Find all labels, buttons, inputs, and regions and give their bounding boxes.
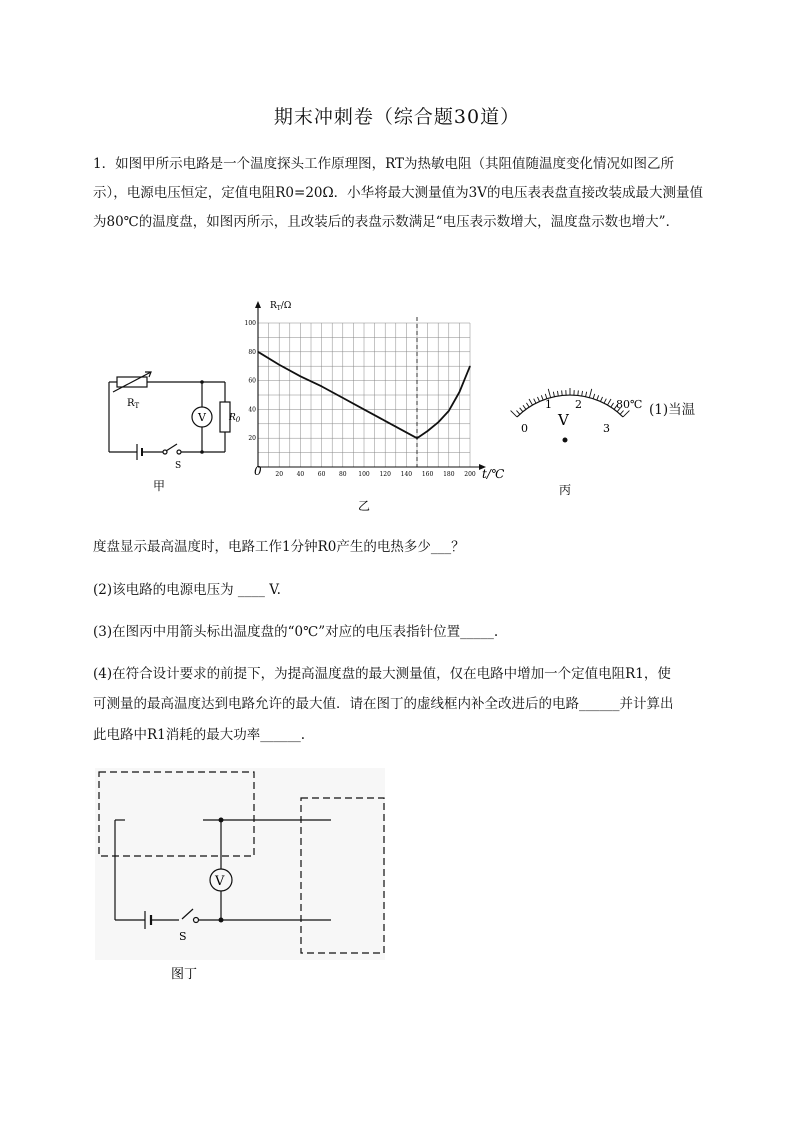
x-tick-label: 120 xyxy=(379,471,391,478)
meter-tick xyxy=(529,399,533,405)
figure-ding-circuit xyxy=(95,768,390,983)
sub-question-4-line3: 此电路中R1消耗的最大功率______. xyxy=(93,727,306,743)
data-point xyxy=(279,364,280,365)
switch-label-ding: S xyxy=(179,930,187,943)
meter-tick xyxy=(526,403,529,407)
y-tick-label: 80 xyxy=(248,348,256,356)
sub-question-2: (2)该电路的电源电压为 ____ V. xyxy=(93,582,281,598)
meter-pivot xyxy=(563,438,568,443)
meter-tick xyxy=(593,394,595,399)
y-tick-label: 40 xyxy=(248,406,256,414)
data-point xyxy=(363,409,364,410)
meter-tick xyxy=(520,408,523,412)
data-point xyxy=(342,397,343,398)
x-tick-label: 100 xyxy=(358,471,370,478)
scale-label-0: 0 xyxy=(521,422,528,435)
y-tick-label: 20 xyxy=(248,435,256,443)
meter-tick xyxy=(534,399,536,403)
data-point xyxy=(416,438,417,439)
figure-bing-caption: 丙 xyxy=(559,483,572,497)
scale-label-3: 3 xyxy=(603,422,610,435)
x-tick-label: 160 xyxy=(421,471,434,478)
y-axis-label: $R_T/\Omega$ xyxy=(270,301,292,312)
meter-symbol: V xyxy=(558,411,569,429)
data-point xyxy=(459,392,460,393)
meter-scale-ticks xyxy=(511,388,630,417)
meter-tick xyxy=(578,390,579,395)
meter-tick xyxy=(623,411,629,417)
figure-yi-chart xyxy=(244,295,505,520)
meter-tick xyxy=(620,411,623,415)
data-point xyxy=(321,386,322,387)
meter-tick xyxy=(553,392,554,397)
meter-tick xyxy=(608,399,612,405)
data-point xyxy=(427,430,428,431)
sub-question-4-line1: (4)在符合设计要求的前提下，为提高温度盘的最大测量值，仅在电路中增加一个定值电阻R1，使 xyxy=(93,666,671,682)
meter-tick xyxy=(548,389,550,398)
sub-question-1: 度盘显示最高温度时，电路工作1分钟R0产生的电热多少___？ xyxy=(93,539,465,555)
data-point xyxy=(438,422,439,423)
chart-origin-label: 0 xyxy=(254,464,262,478)
meter-tick xyxy=(586,392,587,397)
data-point xyxy=(300,376,301,377)
meter-tick xyxy=(597,395,599,400)
r0-label: $R_0$ xyxy=(229,413,241,424)
figure-ding-caption: 图丁 xyxy=(171,967,198,982)
data-point xyxy=(469,366,470,367)
figure-yi-caption: 乙 xyxy=(358,499,371,513)
figure-jia-caption: 甲 xyxy=(153,479,166,493)
voltmeter-symbol-ding: V xyxy=(215,874,225,889)
x-tick-label: 20 xyxy=(275,471,284,478)
voltmeter-symbol: V xyxy=(198,411,206,424)
x-axis-label: t/℃ xyxy=(482,467,505,481)
meter-tick xyxy=(541,395,543,400)
meter-tick xyxy=(557,391,558,396)
sub-question-3: (3)在图丙中用箭头标出温度盘的“0℃”对应的电压表指针位置_____. xyxy=(93,624,499,640)
x-tick-label: 40 xyxy=(296,471,305,478)
meter-tick xyxy=(537,397,539,402)
x-tick-label: 200 xyxy=(464,471,476,478)
data-point xyxy=(385,420,386,421)
question-1-stem: 1．如图甲所示电路是一个温度探头工作原理图，RT为热敏电阻（其阻值随温度变化情况如图乙所示），电源电压恒定，定值电阻R0=20Ω．小华将最大测量值为3V的电压表表盘直接改装成最大测量值为80℃的温度盘，如图丙所示，且改装后的表盘示数满足“电压表示数增大，温度盘示数也增大”． xyxy=(93,156,704,230)
page-title: 期末冲刺卷（综合题30道） xyxy=(273,106,521,128)
meter-tick xyxy=(523,405,526,409)
switch-label: S xyxy=(175,461,182,471)
x-tick-label: 80 xyxy=(338,471,347,478)
y-axis-arrow xyxy=(255,301,261,308)
meter-tick xyxy=(589,389,591,398)
scale-label-1: 1 xyxy=(545,398,552,411)
scale-label-2: 2 xyxy=(575,398,582,411)
y-tick-label: 100 xyxy=(244,320,256,327)
x-tick-label: 180 xyxy=(443,471,455,478)
figure-bing-meter xyxy=(505,370,650,500)
rt-label: $R_T$ xyxy=(127,398,140,410)
x-tick-label: 60 xyxy=(317,471,326,478)
data-point xyxy=(448,410,449,411)
temperature-label: 80℃ xyxy=(616,398,643,411)
sub-question-4-line2: 可测量的最高温度达到电路允许的最大值．请在图丁的虚线框内补全改进后的电路______并计算出 xyxy=(93,696,674,712)
meter-tick xyxy=(582,391,583,396)
meter-tick xyxy=(601,397,603,402)
meter-tick xyxy=(516,411,519,415)
meter-tick xyxy=(604,399,606,403)
chart-grid xyxy=(258,323,470,467)
meter-tick xyxy=(511,411,517,417)
x-tick-label: 140 xyxy=(400,471,413,478)
meter-tick xyxy=(562,390,563,395)
figure-jia-circuit xyxy=(95,360,245,495)
sub-question-1-start: (1)当温 xyxy=(649,402,696,418)
y-tick-label: 60 xyxy=(248,377,256,385)
meter-tick xyxy=(611,403,614,407)
